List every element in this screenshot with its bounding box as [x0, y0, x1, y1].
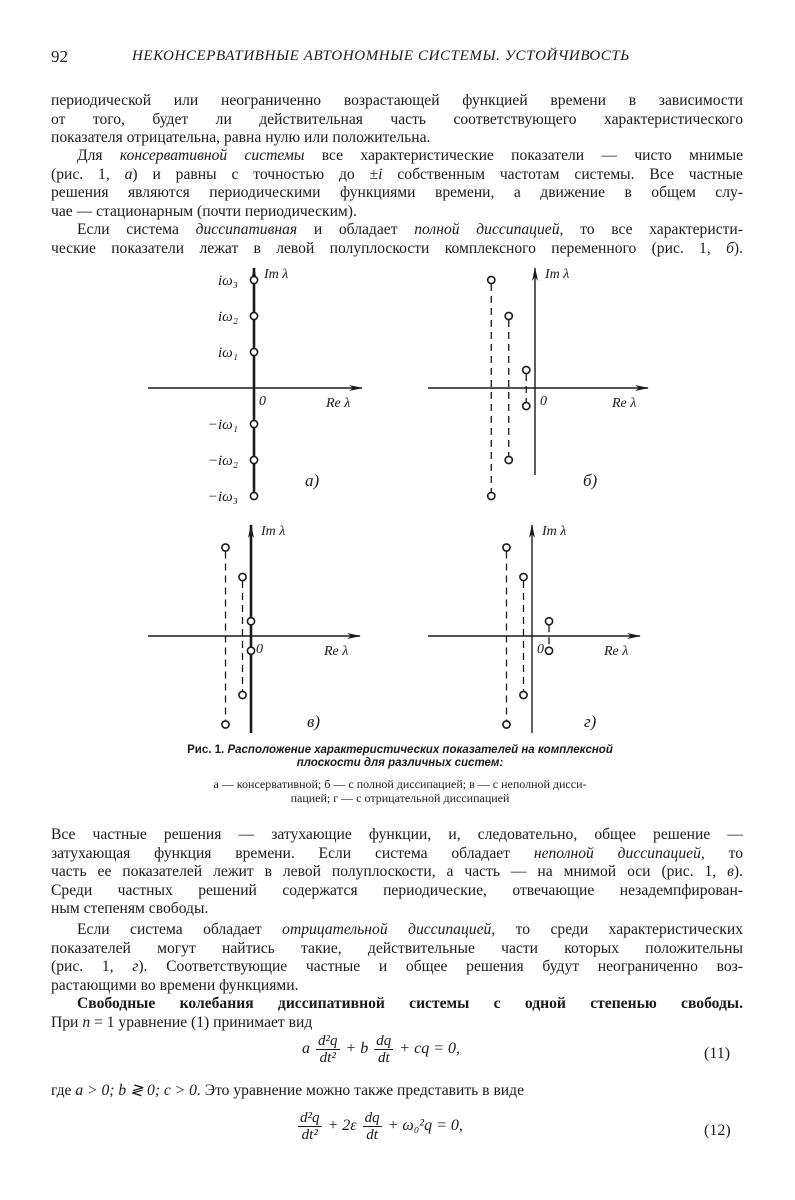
text-line: где a > 0; b ≷ 0; c > 0. Это уравнение можно также представить в виде: [51, 1082, 525, 1099]
text-line: решения являются периодическими функциями времени, а движение в общем слу-: [51, 184, 743, 202]
origin-label: 0: [259, 394, 266, 409]
panel-label: г): [584, 712, 597, 731]
root-marker: [523, 402, 530, 409]
text-line: Среди частных решений содержатся периодические, отвечающие незадемпфирован-: [51, 881, 743, 899]
origin-label: 0: [540, 394, 547, 409]
real-axis-label: Re λ: [326, 396, 351, 411]
emphasis: диссипативная: [195, 221, 298, 238]
fraction: $\frac{dq}{dt}$: [364, 1110, 380, 1143]
real-axis-label: Re λ: [324, 644, 349, 659]
panel-label: б): [583, 471, 598, 490]
emphasis: неполной диссипацией,: [533, 844, 705, 862]
root-label: −iω₁: [207, 417, 238, 433]
root-marker: [250, 492, 257, 499]
paragraph-6: [51, 995, 743, 1032]
origin-label: 0: [537, 642, 544, 657]
emphasis: отрицательной диссипацией,: [282, 921, 496, 938]
root-marker: [503, 544, 510, 551]
fraction: $\frac{\text{d²q}}{\text{dt²}}$: [318, 1033, 338, 1066]
legend-line: а — консервативной; б — с полной диссипацией; в — с неполной дисси-: [213, 777, 587, 791]
emphasis: консервативной системы: [119, 147, 305, 164]
text-line: показателей могут найтись такие, действительные части которых положительны: [51, 939, 743, 957]
root-marker: [250, 312, 257, 319]
text-line: Для консервативной системы все характеристические показатели — чисто мнимые: [77, 147, 743, 164]
root-label: iω₂: [218, 309, 238, 325]
figure-legend: [100, 778, 700, 805]
text-line: растающими во времени функциями.: [51, 976, 299, 994]
text-line: Если система обладает отрицательной диссипацией, то среди характеристических: [77, 921, 743, 938]
root-marker: [247, 618, 254, 625]
text-line: ным степеням свободы.: [51, 900, 209, 918]
panel-label: а): [305, 471, 320, 490]
root-marker: [503, 721, 510, 728]
fraction: $\frac{dq}{dt}$: [376, 1033, 392, 1066]
condition: a > 0; b ≷ 0; c > 0.: [75, 1082, 201, 1099]
paragraph-5: [51, 921, 743, 995]
root-marker: [250, 348, 257, 355]
root-marker: [505, 312, 512, 319]
emphasis: полной диссипацией,: [414, 221, 564, 238]
real-axis-label: Re λ: [612, 396, 637, 411]
figure-caption-prefix: Рис. 1.: [187, 744, 225, 756]
running-title: НЕКОНСЕРВАТИВНЫЕ АВТОНОМНЫЕ СИСТЕМЫ. УСТОЙЧИВОСТЬ: [132, 48, 630, 64]
imaginary-axis-label: Im λ: [261, 524, 286, 539]
fraction: $\frac{\text{d²q}}{\text{dt²}}$: [300, 1110, 320, 1143]
figure-caption: Рис. 1. Расположение характеристических показателей на комплексной плоскости для различных систем:: [187, 744, 613, 769]
text-line: затухающая функция времени. Если система обладает неполной диссипацией, то: [51, 844, 743, 862]
equation-number: (12): [704, 1122, 731, 1139]
root-marker: [250, 456, 257, 463]
root-marker: [239, 573, 246, 580]
root-marker: [250, 276, 257, 283]
root-marker: [520, 691, 527, 698]
origin-label: 0: [256, 642, 263, 657]
root-marker: [222, 544, 229, 551]
imaginary-axis-label: Im λ: [264, 267, 289, 282]
root-label: −iω₃: [207, 489, 238, 505]
root-label: iω₁: [218, 345, 238, 361]
text-line: При n = 1 уравнение (1) принимает вид: [51, 1013, 313, 1031]
root-marker: [247, 647, 254, 654]
root-marker: [488, 492, 495, 499]
equation-number: (11): [704, 1045, 731, 1062]
root-marker: [222, 721, 229, 728]
root-marker: [545, 618, 552, 625]
text-line: Все частные решения — затухающие функции, и, следовательно, общее решение —: [51, 826, 743, 843]
equation-12: $\frac{\text{d²q}}{\text{dt²}}$ + 2ε $\frac{dq}{dt}$ + ω₀²q = 0,: [300, 1110, 463, 1143]
root-marker: [488, 276, 495, 283]
text-line: периодической или неограниченно возрастающей функцией времени в зависимости: [51, 92, 743, 109]
root-marker: [250, 420, 257, 427]
equation-11: a $\frac{\text{d²q}}{\text{dt²}}$ + b $\frac{dq}{dt}$ + cq = 0,: [302, 1033, 460, 1066]
page-number: 92: [51, 47, 68, 66]
text-line: часть ее показателей лежит в левой полуплоскости, а часть — на мнимой оси (рис. 1, в).: [51, 863, 743, 881]
text-line: чае — стационарным (почти периодическим).: [51, 202, 357, 220]
root-marker: [520, 573, 527, 580]
text-line: показателя отрицательна, равна нулю или положительна.: [51, 129, 431, 147]
real-axis-label: Re λ: [604, 644, 629, 659]
root-marker: [545, 647, 552, 654]
root-marker: [239, 691, 246, 698]
text-line: Если система диссипативная и обладает полной диссипацией, то все характеристи-: [77, 221, 743, 238]
root-marker: [523, 366, 530, 373]
legend-line: пацией; г — с отрицательной диссипацией: [290, 790, 510, 805]
text-line: ческие показатели лежат в левой полуплоскости комплексного переменного (рис. 1, б).: [51, 239, 743, 257]
panel-label: в): [307, 712, 321, 731]
text-line: от того, будет ли действительная часть соответствующего характеристического: [51, 110, 743, 128]
section-heading-inline: Свободные колебания диссипативной системы с одной степенью свободы.: [77, 995, 743, 1012]
text-line: (рис. 1, а) и равны с точностью до ±i собственным частотам системы. Все частные: [51, 165, 743, 183]
root-label: −iω₂: [207, 453, 238, 469]
text-line: (рис. 1, г). Соответствующие частные и общее решения будут неограниченно воз-: [51, 958, 743, 976]
root-label: iω₃: [218, 273, 238, 289]
root-marker: [505, 456, 512, 463]
imaginary-axis-label: Im λ: [542, 524, 567, 539]
paragraph-7: [51, 1082, 743, 1101]
imaginary-axis-label: Im λ: [545, 267, 570, 282]
paragraph-4: [51, 826, 743, 919]
